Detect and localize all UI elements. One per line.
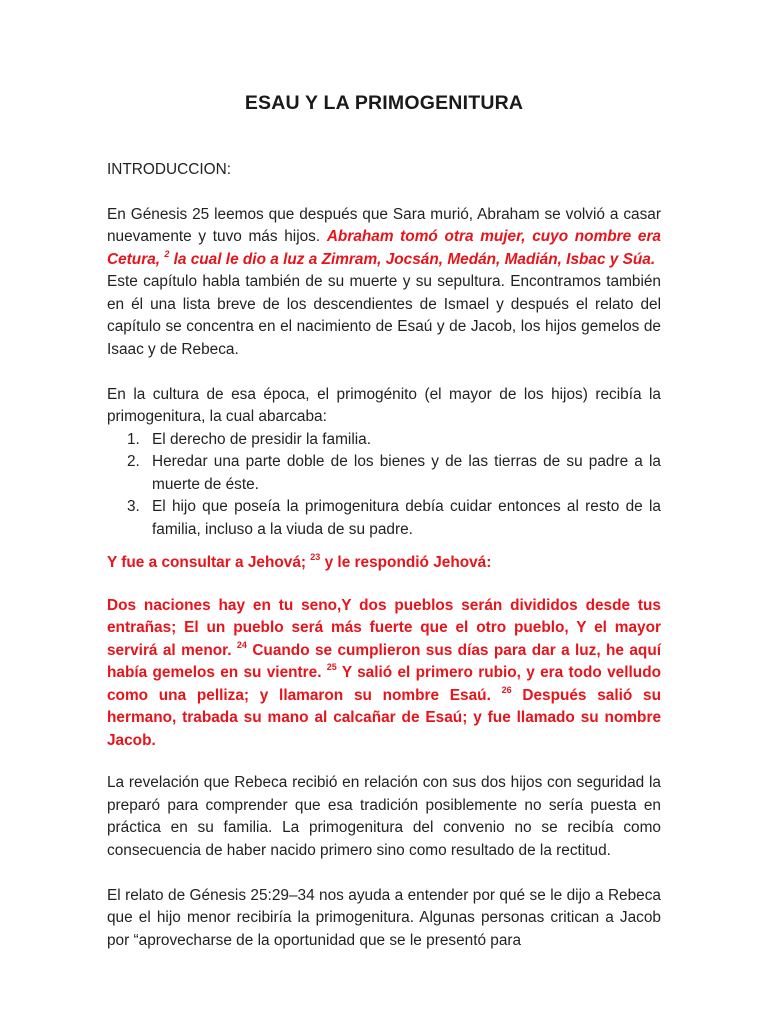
paragraph-revelation: La revelación que Rebeca recibió en relación con sus dos hijos con seguridad la preparó para comprender que esa tradición posiblemente no sería puesta en práctica en su familia. La primogenitura del convenio no se recibía como consecuencia de haber nacido primero sino como resultado de la rectitud. bbox=[107, 774, 661, 859]
paragraph-birthright-culture: En la cultura de esa época, el primogénito (el mayor de los hijos) recibía la primogenitura, la cual abarcaba: bbox=[107, 385, 661, 425]
verse-number: 23 bbox=[310, 552, 321, 562]
paragraph-chapter-summary: Este capítulo habla también de su muerte y su sepultura. Encontramos también en él una lista breve de los descendientes de Ismael y después el relato del capítulo se concentra en el nacimiento de Esaú y de Jacob, los hijos gemelos de Isaac y de Rebeca. bbox=[107, 273, 661, 358]
scripture-verse-23: Y fue a consultar a Jehová; $^{23}$ y le respondió Jehová: bbox=[107, 552, 492, 571]
scripture-verses-23-26: Dos naciones hay en tu seno,Y dos pueblos serán divididos desde tus entrañas; El un pueblo será más fuerte que el otro pueblo, Y el mayor servirá al menor. $^{24}$ Cuando se cumplieron sus días para dar a luz, he aquí había gemelos en su vientre. $^{25}$ Y salió el primero rubio, y era todo velludo como una pelliza; y llamaron su nombre Esaú. $^{26}$ Después salió su hermano, trabada su mano al calcañar de Esaú; y fue llamado su nombre Jacob. bbox=[107, 596, 662, 749]
document-title: ESAU Y LA PRIMOGENITURA bbox=[244, 92, 524, 114]
verse-number: 25 bbox=[326, 662, 337, 672]
scripture-quote: Abraham tomó otra mujer, cuyo nombre era Cetura, $^2$ la cual le dio a luz a Zimram, Jocsán, Medán, Madián, Isbac y Súa. bbox=[107, 228, 661, 268]
verse-number: 2 bbox=[164, 248, 170, 259]
paragraph-text: En Génesis 25 leemos que después que Sara murió, Abraham se volvió a casar nuevamente y tuvo más hijos. bbox=[107, 205, 661, 245]
birthright-list bbox=[107, 429, 661, 542]
paragraph-genesis-25-29: El relato de Génesis 25:29–34 nos ayuda a entender por qué se le dijo a Rebeca que el hijo menor recibiría la primogenitura. Algunas personas critican a Jacob por “aprovecharse de la oportunidad que se le presentó para bbox=[107, 886, 661, 949]
intro-heading: INTRODUCCION: bbox=[107, 160, 231, 178]
list-item: 1. El derecho de presidir la familia. bbox=[127, 430, 371, 448]
list-item: 3. El hijo que poseía la primogenitura debía cuidar entonces al resto de la familia, incluso a la viuda de su padre. bbox=[127, 498, 661, 538]
verse-number: 26 bbox=[501, 684, 512, 695]
verse-number: 24 bbox=[236, 639, 247, 650]
list-item: 2. Heredar una parte doble de los bienes y de las tierras de su padre a la muerte de éste. bbox=[127, 453, 661, 493]
paragraph-genesis-25 bbox=[107, 204, 661, 272]
